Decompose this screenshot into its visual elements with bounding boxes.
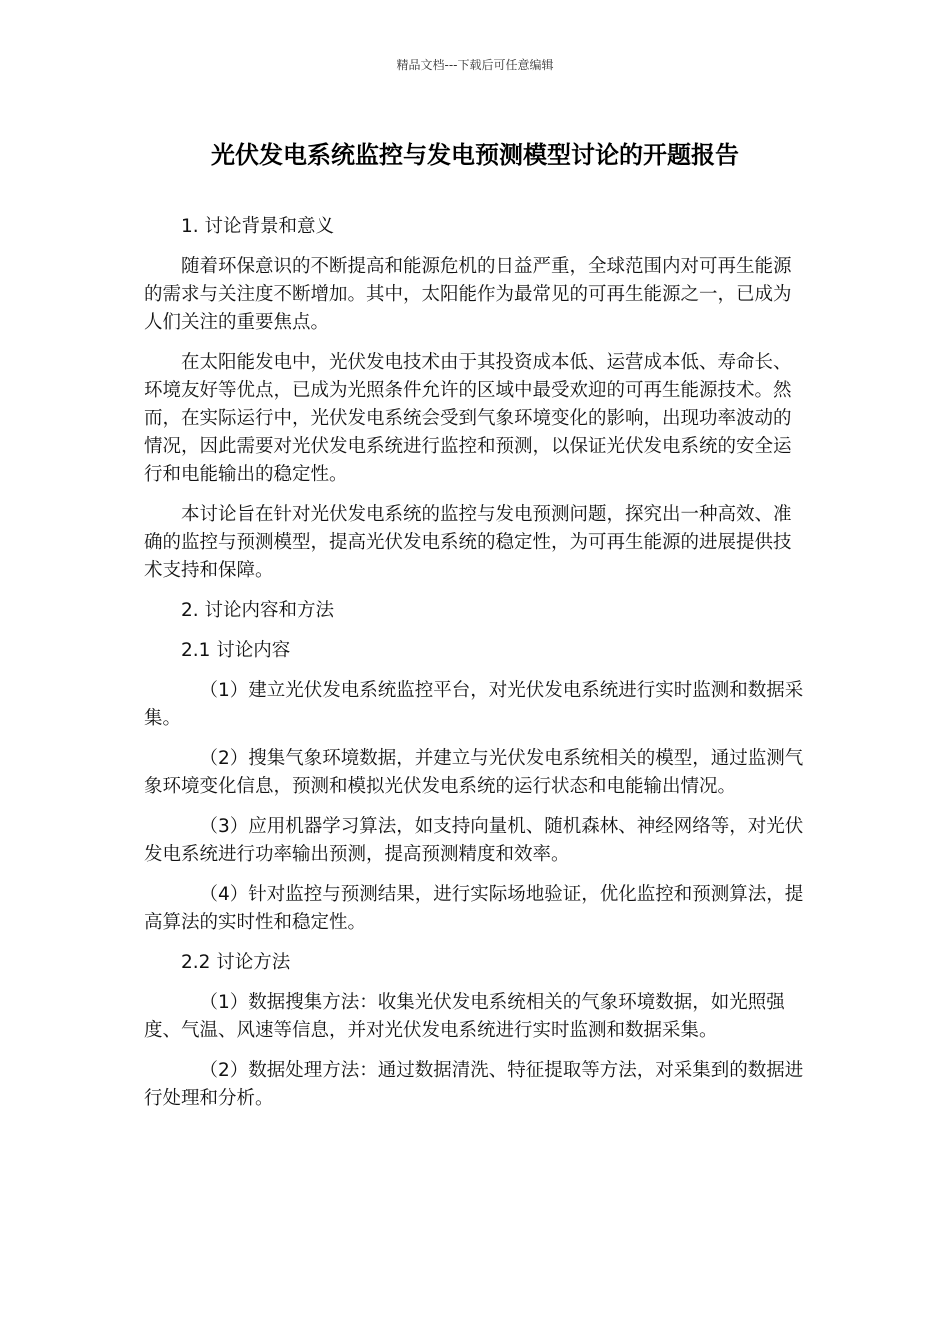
section-2-1-item-1: （1）建立光伏发电系统监控平台，对光伏发电系统进行实时监测和数据采集。 — [144, 680, 804, 729]
page-header: 精品文档---下载后可任意编辑 — [396, 58, 554, 72]
document-title: 光伏发电系统监控与发电预测模型讨论的开题报告 — [211, 141, 739, 169]
section-1-paragraph-1: 随着环保意识的不断提高和能源危机的日益严重，全球范围内对可再生能源的需求与关注度不断增加。其中，太阳能作为最常见的可再生能源之一，已成为人们关注的重要焦点。 — [144, 256, 792, 333]
section-2-1-item-2: （2）搜集气象环境数据，并建立与光伏发电系统相关的模型，通过监测气象环境变化信息，预测和模拟光伏发电系统的运行状态和电能输出情况。 — [144, 748, 804, 797]
section-2-heading: 2. 讨论内容和方法 — [181, 600, 335, 621]
section-2-1-item-3: （3）应用机器学习算法，如支持向量机、随机森林、神经网络等，对光伏发电系统进行功率输出预测，提高预测精度和效率。 — [144, 816, 804, 865]
section-2-1-item-4: （4）针对监控与预测结果，进行实际场地验证，优化监控和预测算法，提高算法的实时性和稳定性。 — [144, 884, 804, 933]
section-1-paragraph-3: 本讨论旨在针对光伏发电系统的监控与发电预测问题，探究出一种高效、准确的监控与预测模型，提高光伏发电系统的稳定性，为可再生能源的进展提供技术支持和保障。 — [144, 504, 792, 581]
section-2-2-item-2: （2）数据处理方法：通过数据清洗、特征提取等方法，对采集到的数据进行处理和分析。 — [144, 1060, 804, 1109]
document-body — [144, 213, 806, 1125]
section-2-1-heading: 2.1 讨论内容 — [181, 640, 291, 661]
section-1-paragraph-2: 在太阳能发电中，光伏发电技术由于其投资成本低、运营成本低、寿命长、环境友好等优点，已成为光照条件允许的区域中最受欢迎的可再生能源技术。然而，在实际运行中，光伏发电系统会受到气象环境变化的影响，出现功率波动的情况，因此需要对光伏发电系统进行监控和预测，以保证光伏发电系统的安全运行和电能输出的稳定性。 — [144, 352, 792, 485]
section-1-heading: 1. 讨论背景和意义 — [181, 216, 335, 237]
section-2-2-heading: 2.2 讨论方法 — [181, 952, 291, 973]
section-2-2-item-1: （1）数据搜集方法：收集光伏发电系统相关的气象环境数据，如光照强度、气温、风速等信息，并对光伏发电系统进行实时监测和数据采集。 — [144, 992, 785, 1041]
